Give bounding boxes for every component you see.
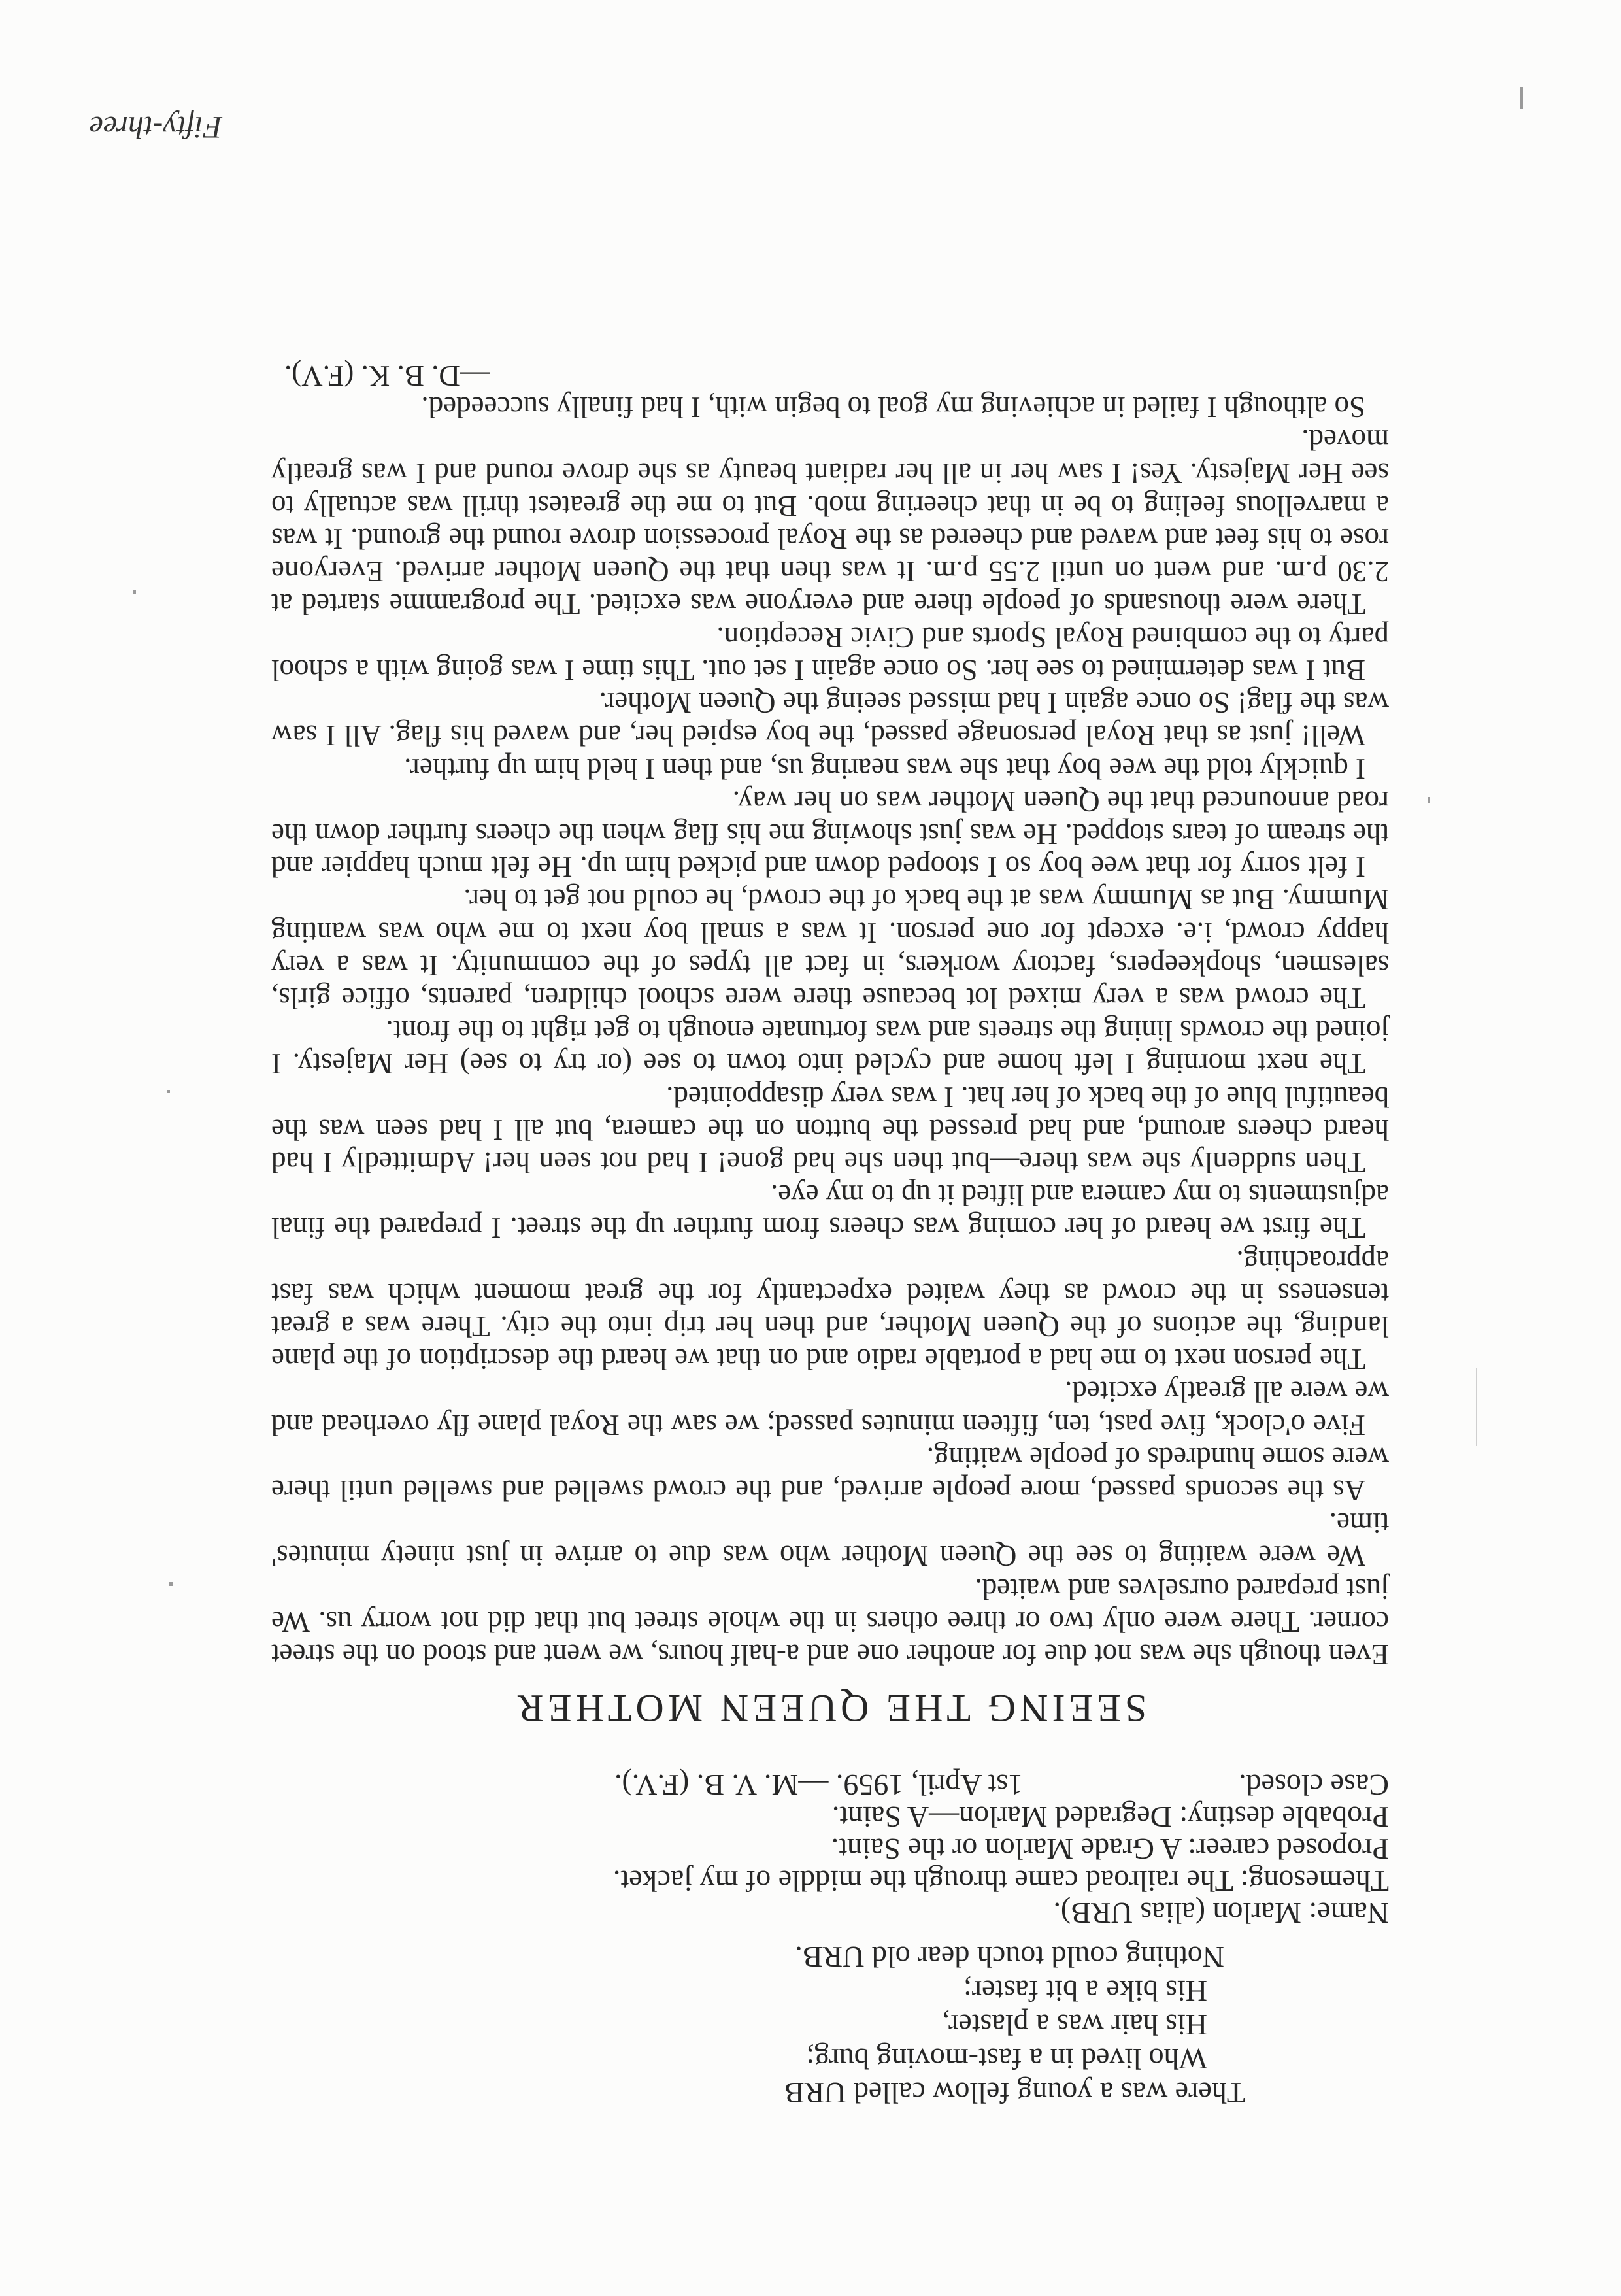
- essay-paragraph: As the seconds passed, more people arrived, and the crowd swelled and swelled until there were some hundreds of people waiting.: [271, 1441, 1389, 1507]
- scan-mark: [1476, 1368, 1477, 1446]
- limerick-poem: [271, 1940, 1245, 2110]
- poem-line: His hair was a plaster,: [942, 2008, 1207, 2042]
- poem-line: Who lived in a fast-moving burg;: [806, 2042, 1207, 2076]
- record-themesong: Themesong: The railroad came through the middle of my jacket.: [612, 1865, 1389, 1898]
- poem-line: Nothing could touch dear old URB.: [795, 1940, 1224, 1974]
- essay-paragraph: But I was determined to see her. So once again I set out. This time I was going with a school party to the combined Royal Sports and Civic Reception.: [271, 620, 1389, 686]
- record-date: 1st April, 1959.: [835, 1768, 1024, 1802]
- essay-paragraph: I felt sorry for that wee boy so I stooped down and picked him up. He felt much happier and the stream of tears stopped. He was just showing me his flag when the cheers further down the road announced that the Queen Mother was on her way.: [271, 785, 1389, 884]
- record-career: Proposed career: A Grade Marlon or the Saint.: [831, 1832, 1389, 1866]
- scan-mark: [1428, 797, 1430, 803]
- essay-paragraph: We were waiting to see the Queen Mother who was due to arrive in just ninety minutes' time.: [271, 1507, 1389, 1573]
- essay-paragraph: The crowd was a very mixed lot because there were school children, parents, office girls, salesmen, shopkeepers, factory workers, in fact all types of the community. It was a very happy crowd, i.e. except for one person. It was a small boy next to me who was wanting Mummy. But as Mummy was at the back of the crowd, he could not get to her.: [271, 883, 1389, 1015]
- essay-paragraph: The person next to me had a portable radio and on that we heard the description of the plane landing, the actions of the Queen Mother, and then her trip into the city. There was a great tenseness in the crowd as they waited expectantly for the great moment which was fast approaching.: [271, 1244, 1389, 1376]
- essay-title: SEEING THE QUEEN MOTHER: [513, 1687, 1147, 1730]
- scan-mark: [169, 1582, 173, 1586]
- page-content: [271, 360, 1389, 2110]
- essay-paragraph: There were thousands of people there and everyone was excited. The programme started at 2.30 p.m. and went on until 2.55 p.m. It was then that the Queen Mother arrived. Everyone rose to his feet and waved and cheered as the Royal procession drove round the ground. It was a marvellous feeling to be in that cheering mob. But to me the greatest thrill was actually to see Her Majesty. Yes! I saw her in all her radiant beauty as she drove round and I was greatly moved.: [271, 424, 1389, 621]
- essay-paragraph: Five o'clock, five past, ten, fifteen minutes passed; we saw the Royal plane fly overhead and we were all greatly excited.: [271, 1376, 1389, 1442]
- record-closed: Case closed.: [1239, 1768, 1389, 1802]
- essay-paragraph: Well! just as that Royal personage passed, the boy espied her, and waved his flag. All I saw was the flag! So once again I had missed seeing the Queen Mother.: [271, 686, 1389, 752]
- scan-mark: [1520, 87, 1523, 109]
- essay-paragraph: I quickly told the wee boy that she was nearing us, and then I held him up further.: [404, 752, 1365, 785]
- essay-paragraph: The first we heard of her coming was cheers from further up the street. I prepared the final adjustments to my camera and lifted it up to my eye.: [271, 1179, 1389, 1245]
- essay-body: [271, 391, 1389, 1671]
- record-destiny: Probable destiny: Degraded Marlon—A Saint.: [831, 1800, 1389, 1834]
- record-name: Name: Marlon (alias URB).: [1053, 1897, 1389, 1930]
- poem-line: His bike a bit faster;: [963, 1974, 1207, 2008]
- essay-paragraph: Then suddenly she was there—but then she had gone! I had not seen her! Admittedly I had heard cheers around, and had pressed the button on the camera, but all I had seen was the beautiful blue of the back of her hat. I was very disappointed.: [271, 1080, 1389, 1179]
- record-closing-line: [271, 1769, 1389, 1801]
- case-record: [271, 1769, 1389, 1929]
- essay-signature: —D. B. K. (F.V).: [284, 360, 490, 393]
- poem-line: There was a young fellow called URB: [784, 2076, 1245, 2110]
- essay-paragraph: The next morning I left home and cycled into town to see (or try to see) Her Majesty. I joined the crowds lining the streets and was fortunate enough to get right to the front.: [271, 1015, 1389, 1081]
- record-signature: —M. V. B. (F.V.).: [614, 1768, 829, 1802]
- page-number: Fifty-three: [89, 110, 222, 144]
- essay-paragraph: So although I failed in achieving my goal to begin with, I had finally succeeded.: [421, 391, 1365, 424]
- scan-mark: [167, 1090, 170, 1093]
- essay-paragraph: Even though she was not due for another one and a-half hours, we went and stood on the street corner. There were only two or three others in the whole street but that did not worry us. We just prepared ourselves and waited.: [271, 1572, 1389, 1671]
- scan-mark: [133, 590, 136, 594]
